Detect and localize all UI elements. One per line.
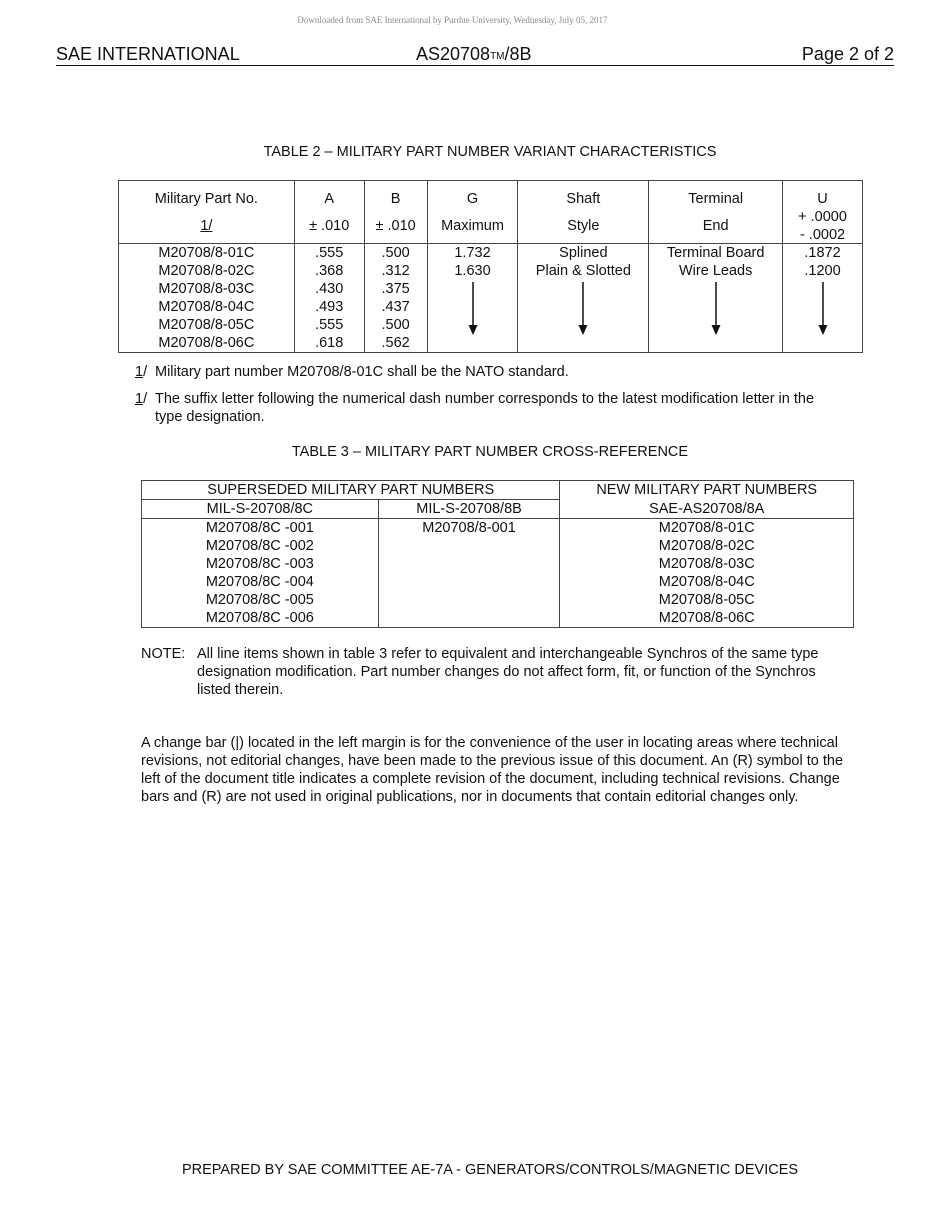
u-value: .1200 [804,263,841,279]
footnote-text: The suffix letter following the numerical dash number corresponds to the latest modification letter in the type designation. [155,391,815,425]
g-value: 1.630 [454,263,491,279]
download-notice: Downloaded from SAE International by Purdue University, Wednesday, July 05, 2017 [297,15,608,25]
shaft-sub: Style [567,218,600,234]
table3-caption: TABLE 3 – MILITARY PART NUMBER CROSS-REFERENCE [291,444,689,460]
col-header-terminal [649,181,783,244]
a-value: .555 [315,317,344,333]
part-no-label: Military Part No. [154,191,258,207]
part-number: M20708/8C -005 [205,592,314,608]
header-organization: SAE INTERNATIONAL [56,44,240,64]
shaft-label: Shaft [566,191,601,207]
terminal-value: Wire Leads [679,263,753,279]
b-values-cell [364,244,427,353]
part-number: M20708/8-06C [158,335,255,351]
part-number: M20708/8-01C [158,245,255,261]
down-arrow-icon [817,282,829,336]
down-arrow-icon [577,282,589,336]
note-text: All line items shown in table 3 refer to equivalent and interchangeable Synchros of the same type designation modification. Part number changes do not affect form, fit, or function of the Synchros listed therein. [197,646,819,698]
b-value: .500 [381,317,410,333]
col-header-mil-s-20708-8c: MIL-S-20708/8C [142,500,379,519]
a-values-cell [294,244,364,353]
terminal-values-cell [649,244,783,353]
col-header-sae-as20708-8a: SAE-AS20708/8A [560,500,854,519]
down-arrow-icon [467,282,479,336]
g-label: G [466,191,479,207]
u-tolerance-minus: - .0002 [799,227,846,243]
g-value: 1.732 [454,245,491,261]
col-header-shaft [518,181,649,244]
b-value: .500 [381,245,410,261]
col-header-a [294,181,364,244]
header-page-number: Page 2 of 2 [801,44,894,64]
a-tolerance: ± .010 [309,218,350,234]
b-value: .375 [381,281,410,297]
part-number: M20708/8-001 [422,520,516,536]
new-header: NEW MILITARY PART NUMBERS [560,481,854,500]
col-header-b [364,181,427,244]
terminal-value: Terminal Board [666,245,765,261]
part-number: M20708/8-04C [658,574,755,590]
a-value: .368 [315,263,344,279]
table3-cross-reference [141,480,854,628]
down-arrow-icon [710,282,722,336]
col-header-mil-s-20708-8b: MIL-S-20708/8B [378,500,560,519]
shaft-values-cell [518,244,649,353]
g-values-cell [427,244,518,353]
part-number: M20708/8-02C [158,263,255,279]
u-label: U [817,191,828,207]
part-number: M20708/8-04C [158,299,255,315]
part-number: M20708/8-01C [658,520,755,536]
part-number: M20708/8C -003 [205,556,314,572]
col-header-part-no [119,181,295,244]
superseded-8c-cell [142,519,379,628]
superseded-8b-cell [378,519,560,628]
terminal-label: Terminal [688,191,744,207]
a-value: .618 [315,335,344,351]
part-number: M20708/8-03C [158,281,255,297]
table2-caption: TABLE 2 – MILITARY PART NUMBER VARIANT CHARACTERISTICS [263,144,717,160]
part-number: M20708/8-06C [658,610,755,626]
a-value: .430 [315,281,344,297]
part-number-cell [119,244,295,353]
part-number: M20708/8-03C [658,556,755,572]
part-number: M20708/8C -001 [205,520,314,536]
doc-suffix: /8B [504,44,532,64]
part-number: M20708/8C -006 [205,610,314,626]
part-number: M20708/8-05C [658,592,755,608]
b-value: .312 [381,263,410,279]
a-label: A [324,191,335,207]
part-no-footnote-ref: 1/ [200,218,213,234]
note-label: NOTE: [141,646,186,662]
shaft-value: Splined [559,245,608,261]
a-value: .555 [315,245,344,261]
superseded-header: SUPERSEDED MILITARY PART NUMBERS [142,481,560,500]
part-number: M20708/8-05C [158,317,255,333]
new-part-numbers-cell [560,519,854,628]
b-tolerance: ± .010 [375,218,416,234]
prepared-by-footer: PREPARED BY SAE COMMITTEE AE-7A - GENERATORS/CONTROLS/MAGNETIC DEVICES [181,1162,799,1178]
g-sub: Maximum [441,218,504,234]
b-value: .437 [381,299,410,315]
u-values-cell [783,244,863,353]
page-header [56,44,894,66]
col-header-u [783,181,863,244]
part-number: M20708/8C -002 [205,538,314,554]
part-number: M20708/8-02C [658,538,755,554]
shaft-value: Plain & Slotted [535,263,631,279]
trademark: TM [490,51,505,62]
part-number: M20708/8C -004 [205,574,314,590]
b-label: B [390,191,401,207]
table2-variant-characteristics [118,180,863,353]
doc-number: AS20708 [416,44,491,64]
footnote-mark: 1/ [135,364,148,380]
u-tolerance-plus: + .0000 [798,209,847,225]
header-document-number [416,44,532,65]
footnote-mark: 1/ [135,391,148,407]
footnote-text: Military part number M20708/8-01C shall be the NATO standard. [155,364,569,380]
col-header-g [427,181,518,244]
change-bar-paragraph: A change bar (|) located in the left margin is for the convenience of the user in locating areas where technical revisions, not editorial changes, have been made to the previous issue of this document. An (R) symbol to the left of the document title indicates a complete revision of the document, including technical revisions. Change bars and (R) are not used in original publications, nor in documents that contain editorial changes only. [141,735,844,805]
terminal-sub: End [702,218,729,234]
u-value: .1872 [804,245,841,261]
a-value: .493 [315,299,344,315]
b-value: .562 [381,335,410,351]
